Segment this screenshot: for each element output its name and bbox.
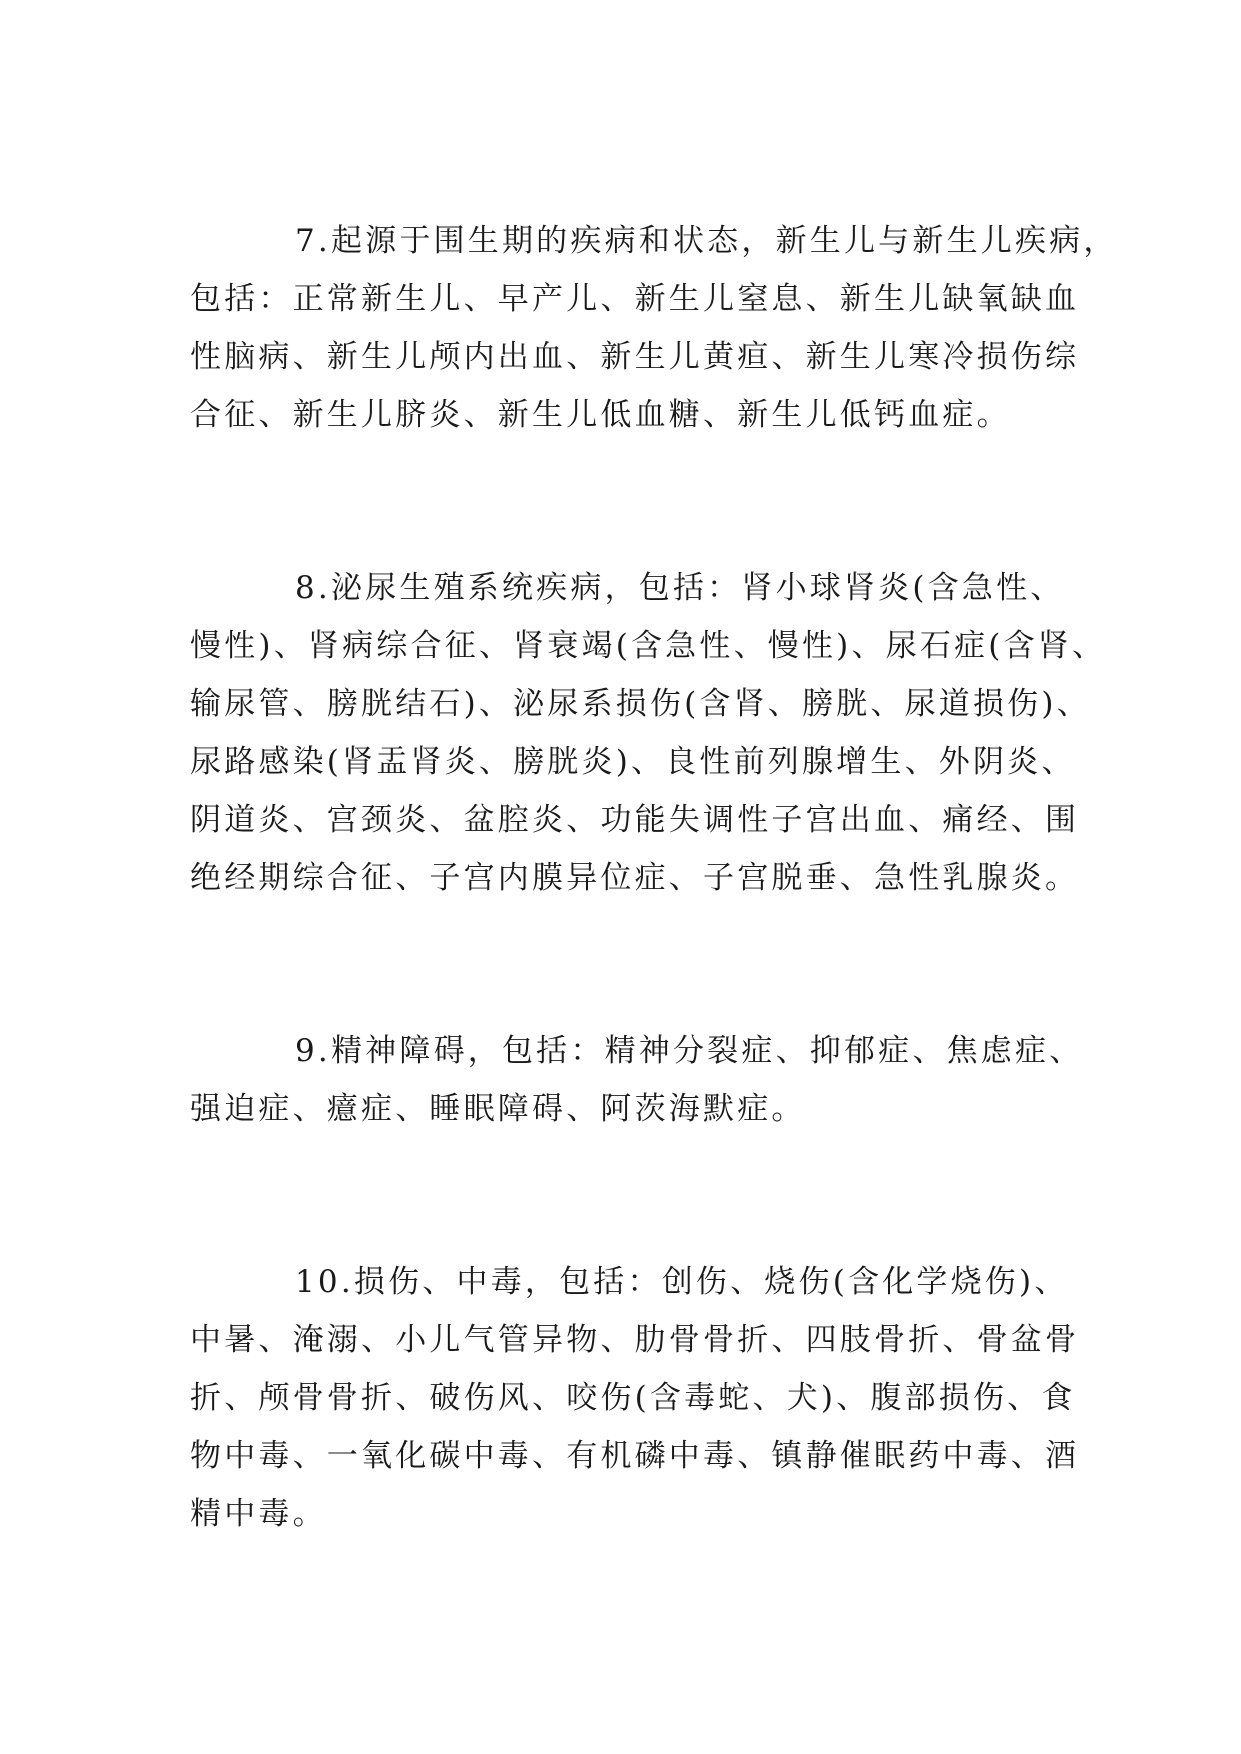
section-8-line-3: 输尿管、膀胱结石)、泌尿系损伤(含肾、膀胱、尿道损伤)、: [190, 686, 1091, 722]
section-7-line-4: 合征、新生儿脐炎、新生儿低血糖、新生儿低钙血症。: [190, 397, 1011, 433]
section-8-line-5: 阴道炎、宫颈炎、盆腔炎、功能失调性子宫出血、痛经、围: [190, 802, 1080, 838]
section-10-line-3: 折、颅骨骨折、破伤风、咬伤(含毒蛇、犬)、腹部损伤、食: [190, 1380, 1076, 1416]
section-9-line-2: 强迫症、癔症、睡眠障碍、阿茨海默症。: [190, 1091, 806, 1127]
section-8-line-4: 尿路感染(肾盂肾炎、膀胱炎)、良性前列腺增生、外阴炎、: [190, 744, 1076, 780]
section-10-line-4: 物中毒、一氧化碳中毒、有机磷中毒、镇静催眠药中毒、酒: [190, 1438, 1080, 1474]
section-8-line-6: 绝经期综合征、子宫内膜异位症、子宫脱垂、急性乳腺炎。: [190, 860, 1080, 896]
section-8-line-2: 慢性)、肾病综合征、肾衰竭(含急性、慢性)、尿石症(含肾、: [190, 628, 1107, 664]
section-10-line-5: 精中毒。: [190, 1496, 327, 1532]
section-10-line-2: 中暑、淹溺、小儿气管异物、肋骨骨折、四肢骨折、骨盆骨: [190, 1322, 1080, 1358]
section-7-line-1: 7.起源于围生期的疾病和状态，新生儿与新生儿疾病，: [295, 223, 1118, 259]
section-7-line-2: 包括：正常新生儿、早产儿、新生儿窒息、新生儿缺氧缺血: [190, 281, 1080, 317]
section-9-line-1: 9.精神障碍，包括：精神分裂症、抑郁症、焦虑症、: [295, 1033, 1084, 1069]
section-8-line-1: 8.泌尿生殖系统疾病，包括：肾小球肾炎(含急性、: [295, 570, 1065, 606]
section-10-line-1: 10.损伤、中毒，包括：创伤、烧伤(含化学烧伤)、: [295, 1264, 1069, 1300]
section-7-line-3: 性脑病、新生儿颅内出血、新生儿黄疸、新生儿寒冷损伤综: [190, 339, 1080, 375]
